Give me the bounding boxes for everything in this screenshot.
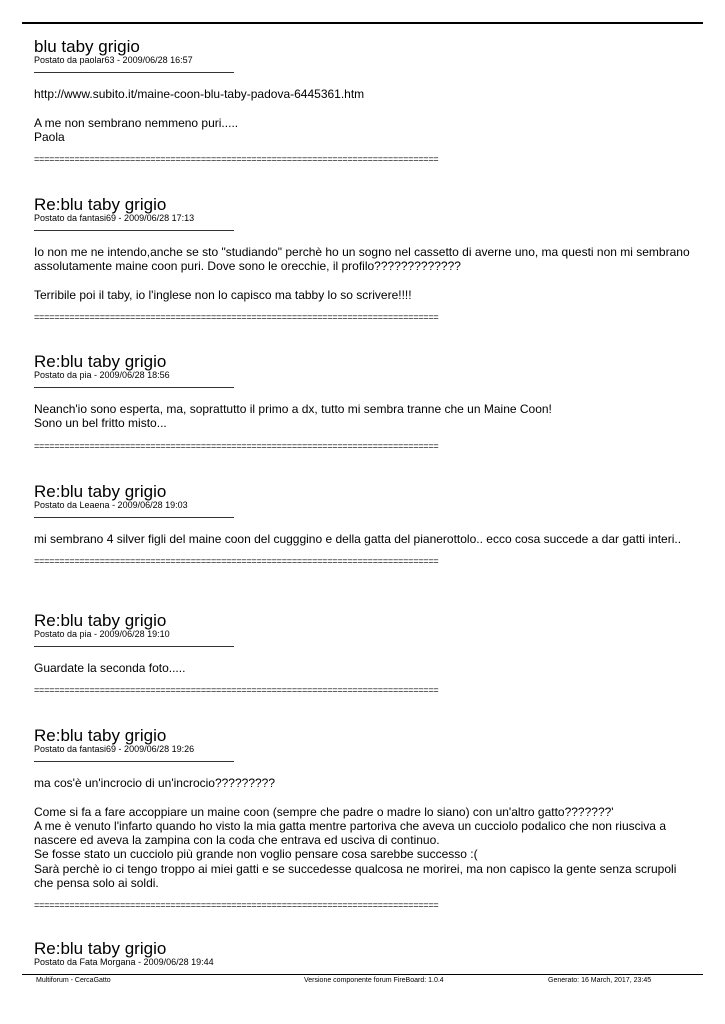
- post-meta: Postato da fantasi69 - 2009/06/28 19:26: [34, 744, 195, 754]
- post-meta: Postato da Leaena - 2009/06/28 19:03: [34, 500, 188, 510]
- top-rule: [22, 22, 703, 24]
- post-paragraph: Come si fa a fare accoppiare un maine coon (sempre che padre o madre lo siano) con un'altro gatto???????' A me è venuto l'infarto quando ho visto la mia gatta mentre partoriva che aveva un cucciolo podalico che non riusciva a nascere ed aveva la zampina con la coda che entrava ed usciva di continuo. Se fosse stato un cucciolo più grande non voglio pensare cosa sarebbe successo :( Sarà perchè io ci tengo troppo ai miei gatti e se succedesse qualcosa ne morirei, ma non capisco la gente senza scrupoli che pensa solo ai soldi.: [34, 804, 677, 891]
- post-title: Re:blu taby grigio: [34, 195, 167, 214]
- post-separator: ================================================================================: [34, 900, 439, 911]
- post-meta: Postato da Fata Morgana - 2009/06/28 19:44: [34, 957, 214, 967]
- forum-post: [34, 196, 694, 322]
- footer-version: Versione componente forum FireBoard: 1.0.4: [304, 977, 444, 984]
- forum-post: [34, 612, 694, 695]
- post-body: [34, 532, 694, 546]
- forum-post: [34, 483, 694, 566]
- post-paragraph: ma cos'è un'incrocio di un'incrocio?????????: [34, 776, 276, 790]
- footer-rule: [22, 974, 703, 975]
- post-paragraph: Terribile poi il taby, io l'inglese non lo capisco ma tabby lo so scrivere!!!!: [34, 287, 412, 302]
- post-separator: ================================================================================: [34, 312, 439, 323]
- forum-post: [34, 38, 694, 164]
- post-title: Re:blu taby grigio: [34, 352, 167, 371]
- meta-divider: [34, 72, 234, 73]
- post-paragraph: Guardate la seconda foto.....: [34, 661, 186, 675]
- post-title: Re:blu taby grigio: [34, 939, 167, 958]
- meta-divider: [34, 517, 234, 518]
- post-meta: Postato da pia - 2009/06/28 19:10: [34, 629, 170, 639]
- post-paragraph: Neanch'io sono esperta, ma, soprattutto il primo a dx, tutto mi sembra tranne che un Maine Coon! Sono un bel fritto misto...: [34, 402, 552, 431]
- forum-post: [34, 353, 694, 451]
- post-body: [34, 776, 694, 890]
- post-meta: Postato da fantasi69 - 2009/06/28 17:13: [34, 213, 195, 223]
- post-title: blu taby grigio: [34, 37, 140, 56]
- post-meta: Postato da pia - 2009/06/28 18:56: [34, 370, 170, 380]
- post-title: Re:blu taby grigio: [34, 611, 167, 630]
- forum-post: [34, 940, 694, 967]
- post-paragraph: Io non me ne intendo,anche se sto "studiando" perchè ho un sogno nel cassetto di averne uno, ma questi non mi sembrano assolutamente maine coon puri. Dove sono le orecchie, il profilo?????????????: [34, 245, 690, 274]
- post-separator: ================================================================================: [34, 556, 439, 567]
- post-paragraph: mi sembrano 4 silver figli del maine coon del cugggino e della gatta del pianerottolo.. ecco cosa succede a dar gatti interi..: [34, 532, 682, 546]
- post-separator: ================================================================================: [34, 685, 439, 696]
- footer-generated: Generato: 16 March, 2017, 23:45: [548, 977, 652, 984]
- post-body: [34, 661, 694, 675]
- post-meta: Postato da paolar63 - 2009/06/28 16:57: [34, 55, 193, 65]
- footer-site-name: Multiforum - CercaGatto: [36, 977, 111, 984]
- post-body: [34, 245, 694, 302]
- post-body: [34, 87, 694, 144]
- post-separator: ================================================================================: [34, 154, 439, 165]
- forum-post: [34, 727, 694, 910]
- post-title: Re:blu taby grigio: [34, 482, 167, 501]
- post-link[interactable]: http://www.subito.it/maine-coon-blu-taby-padova-6445361.htm: [34, 87, 365, 101]
- post-title: Re:blu taby grigio: [34, 726, 167, 745]
- meta-divider: [34, 230, 234, 231]
- meta-divider: [34, 387, 234, 388]
- meta-divider: [34, 761, 234, 762]
- post-separator: ================================================================================: [34, 440, 439, 451]
- post-paragraph: A me non sembrano nemmeno puri..... Paola: [34, 115, 239, 144]
- post-body: [34, 402, 694, 431]
- meta-divider: [34, 646, 234, 647]
